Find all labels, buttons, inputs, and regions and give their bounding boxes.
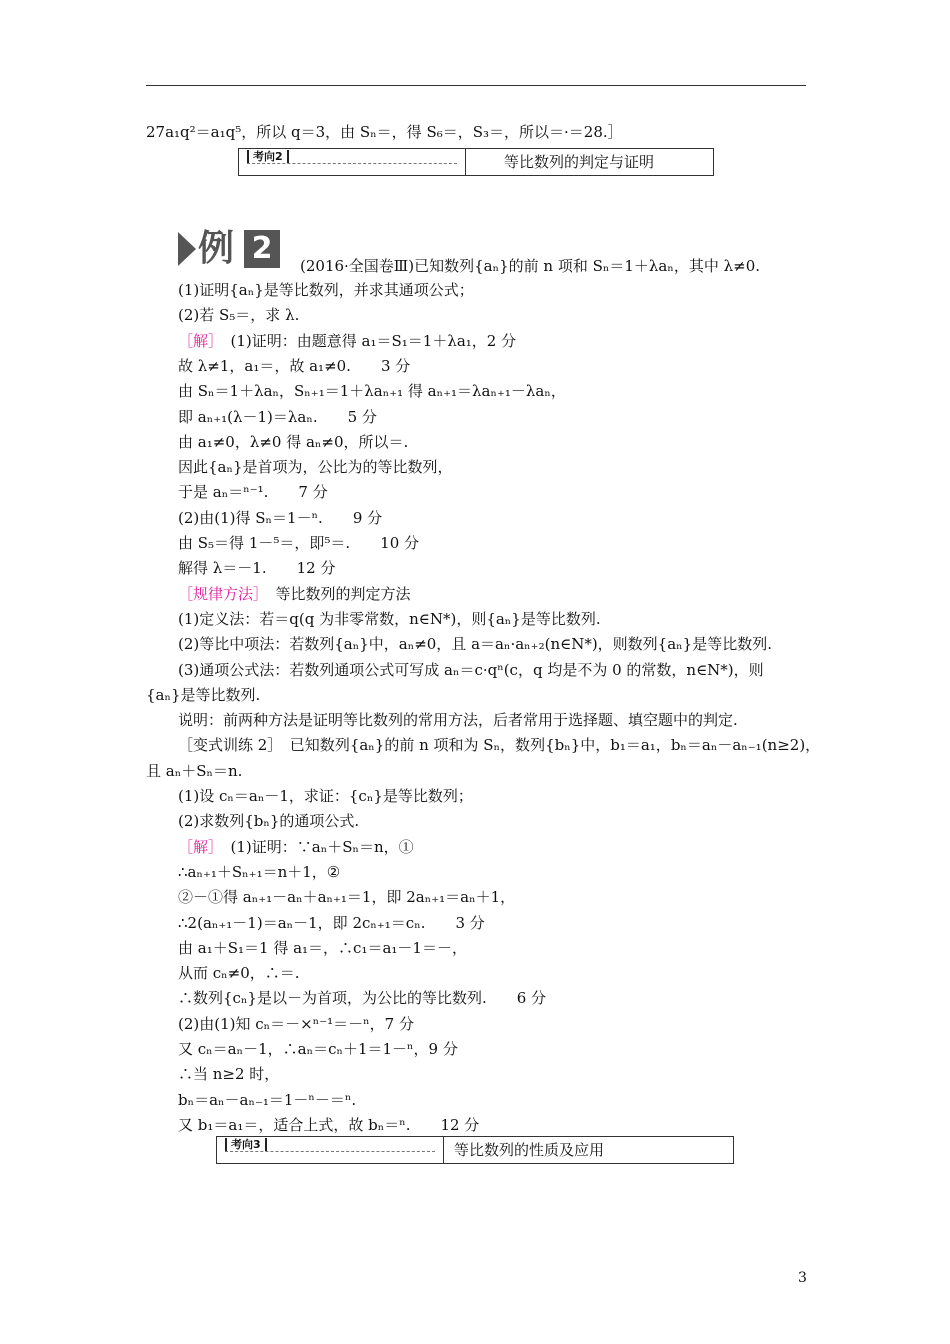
text-line xyxy=(178,1064,279,1084)
example-label: 例 xyxy=(198,228,235,269)
line-text: (1)证明{aₙ}是等比数列，并求其通项公式； xyxy=(178,281,474,299)
line-text: 等比数列的判定方法 xyxy=(275,585,411,603)
line-text: 解得 λ＝－1. 12 分 xyxy=(178,559,336,577)
example-number: 2 xyxy=(244,230,280,268)
text-line xyxy=(178,457,453,477)
text-line xyxy=(178,988,546,1008)
section-tag-label: 考向2 xyxy=(247,150,289,163)
text-line xyxy=(178,381,566,401)
line-text: 由 a₁≠0，λ≠0 得 aₙ≠0，所以＝. xyxy=(178,433,409,451)
line-text: (2)等比中项法：若数列{aₙ}中，aₙ≠0，且 a＝aₙ·aₙ₊₂(n∈N*)，则数列{aₙ}是等比数列. xyxy=(178,635,772,653)
line-text: (2)若 S₅＝，求 λ. xyxy=(178,306,300,324)
example-intro: (2016·全国卷Ⅲ)已知数列{aₙ}的前 n 项和 Sₙ＝1＋λaₙ，其中 λ≠0. xyxy=(300,257,760,275)
line-text: ［变式训练 2］ 已知数列{aₙ}的前 n 项和为 Sₙ，数列{bₙ}中，b₁＝a₁，bₙ＝aₙ－aₙ₋₁(n≥2)， xyxy=(178,736,821,754)
text-line xyxy=(178,407,377,427)
section-title-2: 等比数列的判定与证明 xyxy=(504,153,655,171)
line-text: (1)证明：∵aₙ＋Sₙ＝n，① xyxy=(230,838,414,856)
line-text: (3)通项公式法：若数列通项公式可写成 aₙ＝c·qⁿ(c，q 均是不为 0 的常数，n∈N*)，则 xyxy=(178,661,764,679)
line-text: {aₙ}是等比数列. xyxy=(146,686,261,704)
line-text: (2)求数列{bₙ}的通项公式. xyxy=(178,812,360,830)
top-line: 27a₁q²＝a₁q⁵，所以 q＝3，由 Sₙ＝，得 S₆＝，S₃＝，所以＝·＝28.］ xyxy=(146,123,623,141)
line-text: ②－①得 aₙ₊₁－aₙ＋aₙ₊₁＝1，即 2aₙ₊₁＝aₙ＋1， xyxy=(178,888,516,906)
text-line xyxy=(178,913,485,933)
line-text: 说明：前两种方法是证明等比数列的常用方法，后者常用于选择题、填空题中的判定. xyxy=(178,711,738,729)
text-line xyxy=(146,685,260,705)
arrow-icon xyxy=(178,232,196,266)
section-title-3: 等比数列的性质及应用 xyxy=(454,1141,605,1159)
text-line xyxy=(178,584,411,604)
line-text: ∴数列{cₙ}是以－为首项，为公比的等比数列. 6 分 xyxy=(178,989,547,1007)
line-text: bₙ＝aₙ－aₙ₋₁＝1－ⁿ－＝ⁿ. xyxy=(178,1091,357,1109)
text-line xyxy=(178,280,474,300)
text-line xyxy=(178,862,340,882)
text-line xyxy=(178,1039,458,1059)
line-text: 由 a₁＋S₁＝1 得 a₁＝，∴c₁＝a₁－1＝－， xyxy=(178,939,467,957)
text-line xyxy=(178,1014,414,1034)
text-line xyxy=(178,432,408,452)
text-line xyxy=(178,609,601,629)
line-text: (1)证明：由题意得 a₁＝S₁＝1＋λa₁，2 分 xyxy=(230,332,517,350)
line-text: 且 aₙ＋Sₙ＝n. xyxy=(146,762,243,780)
text-line xyxy=(178,331,516,351)
text-line xyxy=(178,837,414,857)
line-text: 由 S₅＝得 1－⁵＝，即⁵＝. 10 分 xyxy=(178,534,420,552)
text-line xyxy=(178,938,467,958)
line-text: 又 b₁＝a₁＝，适合上式，故 bₙ＝ⁿ. 12 分 xyxy=(178,1116,480,1134)
text-line xyxy=(178,1090,356,1110)
text-line xyxy=(178,356,410,376)
line-text: 即 aₙ₊₁(λ－1)＝λaₙ. 5 分 xyxy=(178,408,377,426)
line-text: 由 Sₙ＝1＋λaₙ，Sₙ₊₁＝1＋λaₙ₊₁ 得 aₙ₊₁＝λaₙ₊₁－λaₙ， xyxy=(178,382,566,400)
text-line xyxy=(178,305,299,325)
text-line xyxy=(178,482,328,502)
page-number: 3 xyxy=(798,1270,807,1286)
text-line xyxy=(178,558,335,578)
text-line xyxy=(146,761,242,781)
dashed-divider xyxy=(247,163,457,164)
example-badge xyxy=(178,228,286,270)
text-line xyxy=(178,786,473,806)
line-text: 于是 aₙ＝ⁿ⁻¹. 7 分 xyxy=(178,483,328,501)
solution-tag: ［解］ xyxy=(178,332,216,350)
text-line xyxy=(178,508,382,528)
dashed-divider xyxy=(225,1151,435,1152)
section-header-2 xyxy=(238,148,714,176)
text-line xyxy=(178,887,515,907)
line-text: 因此{aₙ}是首项为，公比为的等比数列， xyxy=(178,458,453,476)
solution-tag: ［规律方法］ xyxy=(178,585,261,603)
line-text: (2)由(1)知 cₙ＝－×ⁿ⁻¹＝－ⁿ，7 分 xyxy=(178,1015,414,1033)
header-rule xyxy=(146,85,806,86)
text-line xyxy=(178,811,359,831)
text-line xyxy=(178,1115,479,1135)
line-text: (1)设 cₙ＝aₙ－1，求证：{cₙ}是等比数列； xyxy=(178,787,473,805)
line-text: (2)由(1)得 Sₙ＝1－ⁿ. 9 分 xyxy=(178,509,383,527)
line-text: ∴2(aₙ₊₁－1)＝aₙ－1，即 2cₙ₊₁＝cₙ. 3 分 xyxy=(178,914,485,932)
text-line xyxy=(178,735,820,755)
section-header-3 xyxy=(216,1136,734,1164)
text-line xyxy=(178,533,419,553)
line-text: ∴当 n≥2 时， xyxy=(178,1065,280,1083)
line-text: ∴aₙ₊₁＋Sₙ₊₁＝n＋1，② xyxy=(178,863,341,881)
line-text: (1)定义法：若＝q(q 为非零常数，n∈N*)，则{aₙ}是等比数列. xyxy=(178,610,601,628)
text-line xyxy=(178,963,300,983)
line-text: 又 cₙ＝aₙ－1，∴aₙ＝cₙ＋1＝1－ⁿ，9 分 xyxy=(178,1040,458,1058)
solution-tag: ［解］ xyxy=(178,838,216,856)
section-tag-label: 考向3 xyxy=(225,1138,267,1151)
text-line xyxy=(178,710,738,730)
text-line xyxy=(178,634,772,654)
line-text: 故 λ≠1，a₁＝，故 a₁≠0. 3 分 xyxy=(178,357,411,375)
section-tag-3 xyxy=(217,1137,444,1163)
line-text: 从而 cₙ≠0，∴＝. xyxy=(178,964,300,982)
text-line xyxy=(178,660,764,680)
section-tag-2 xyxy=(239,149,466,175)
